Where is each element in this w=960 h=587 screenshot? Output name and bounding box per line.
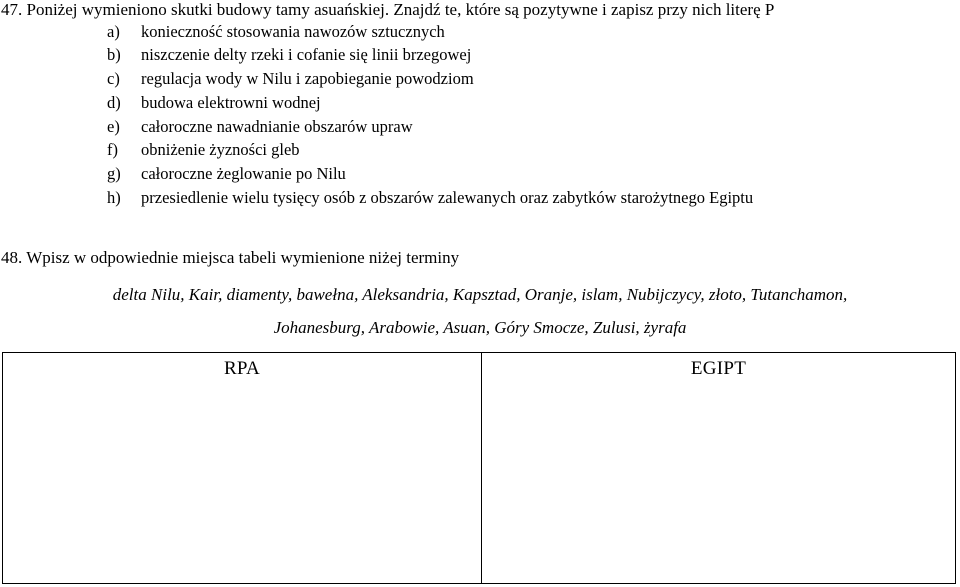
option-d: [107, 93, 321, 113]
option-c: [107, 69, 474, 89]
terms-line-2: Johanesburg, Arabowie, Asuan, Góry Smocze, Zulusi, żyrafa: [273, 318, 687, 337]
rpa-column-header: RPA: [223, 358, 261, 379]
terms-line-1: delta Nilu, Kair, diamenty, bawełna, Aleksandria, Kapsztad, Oranje, islam, Nubijczycy, złoto, Tutanchamon,: [112, 285, 848, 304]
answer-table: [2, 352, 956, 584]
option-f: [107, 140, 300, 160]
option-text: niszczenie delty rzeki i cofanie się linii brzegowej: [141, 45, 472, 64]
option-text: obniżenie żyzności gleb: [141, 140, 300, 159]
option-text: całoroczne żeglowanie po Nilu: [141, 164, 346, 183]
option-letter: g): [107, 164, 121, 183]
egipt-column-header: EGIPT: [690, 358, 747, 379]
option-text: budowa elektrowni wodnej: [141, 93, 321, 112]
option-text: przesiedlenie wielu tysięcy osób z obszarów zalewanych oraz zabytków starożytnego Egiptu: [141, 188, 754, 207]
option-letter: c): [107, 69, 120, 88]
option-g: [107, 164, 346, 184]
option-letter: h): [107, 188, 121, 207]
question-47-title: 47. Poniżej wymieniono skutki budowy tamy asuańskiej. Znajdź te, które są pozytywne i zapisz przy nich literę P: [1, 0, 775, 19]
option-b: [107, 45, 471, 65]
question-48-title: 48. Wpisz w odpowiednie miejsca tabeli wymienione niżej terminy: [1, 248, 460, 267]
option-letter: a): [107, 22, 120, 41]
option-a: [107, 22, 445, 42]
rpa-column[interactable]: [3, 353, 482, 583]
option-text: regulacja wody w Nilu i zapobieganie powodziom: [141, 69, 474, 88]
option-letter: b): [107, 45, 121, 64]
option-h: [107, 188, 753, 208]
egipt-column[interactable]: [482, 353, 955, 583]
option-e: [107, 117, 413, 137]
option-letter: f): [107, 140, 118, 159]
option-letter: e): [107, 117, 120, 136]
option-text: konieczność stosowania nawozów sztucznych: [141, 22, 445, 41]
option-letter: d): [107, 93, 121, 112]
option-text: całoroczne nawadnianie obszarów upraw: [141, 117, 413, 136]
